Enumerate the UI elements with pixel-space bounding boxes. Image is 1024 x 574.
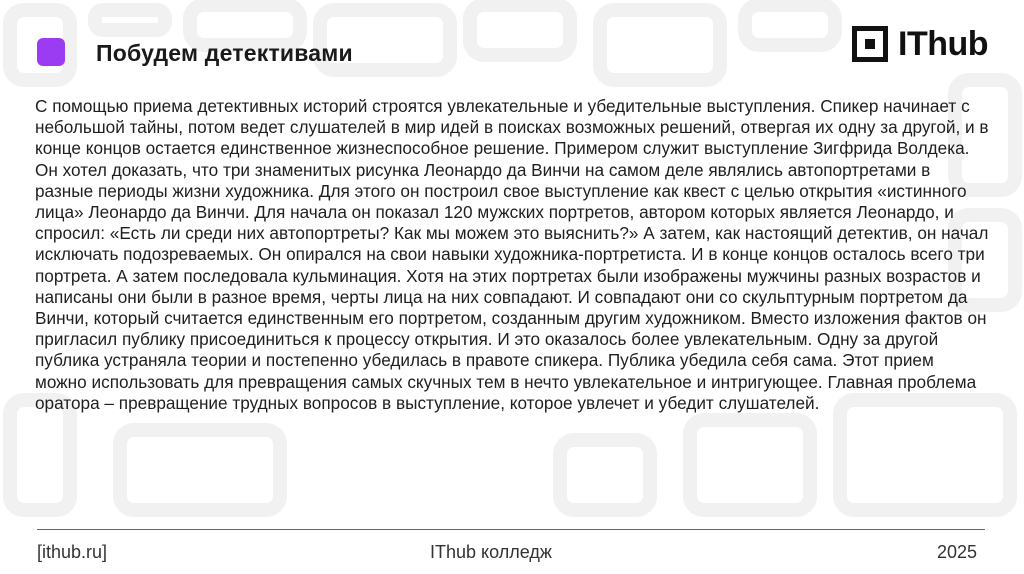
footer-year: 2025 xyxy=(937,542,978,562)
ithub-logo xyxy=(852,26,988,62)
slide-title: Побудем детективами xyxy=(96,40,353,66)
ithub-logo-mark-icon xyxy=(852,26,888,62)
footer-college: IThub колледж xyxy=(430,542,552,562)
footer-website: [ithub.ru] xyxy=(37,542,108,562)
purple-square-icon xyxy=(37,38,65,66)
body-text: С помощью приема детективных историй строятся увлекательные и убедительные выступления. Спикер начинает с небольшой тайны, потом ведет слушателей в мир идей в поисках возможных решений, отвергая их одну за другой, и в конце концов остается единственное жизнеспособное решение. Примером служит выступление Зигфрида Волдека. Он хотел доказать, что три знаменитых рисунка Леонардо да Винчи на самом деле являлись автопортретами в разные периоды жизни художника. Для этого он построил свое выступление как квест с целью открытия «истинного лица» Леонардо да Винчи. Для начала он показал 120 мужских портретов, автором которых является Леонардо, и спросил: «Есть ли среди них автопортреты? Как мы можем это выяснить?» А затем, как настоящий детектив, он начал исключать подозреваемых. Он опирался на свои навыки художника-портретиста. И в конце концов осталось всего три портрета. А затем последовала кульминация. Хотя на этих портретах были изображены мужчины разных возрастов и написаны они были в разное время, черты лица на них совпадают. И совпадают они со скульптурным портретом да Винчи, который считается единственным его портретом, созданным другим художником. Вместо изложения фактов он пригласил публику присоединиться к процессу открытия. И это оказалось более увлекательным. Одну за другой публика устраняла теории и постепенно убедилась в правоте спикера. Публика убедила себя сама. Этот прием можно использовать для превращения самых скучных тем в нечто увлекательное и интригующее. Главная проблема оратора – превращение трудных вопросов в выступление, которое увлечет и убедит слушателей. xyxy=(35,96,989,413)
footer-divider xyxy=(37,529,985,530)
logo-text: IThub xyxy=(898,25,989,63)
